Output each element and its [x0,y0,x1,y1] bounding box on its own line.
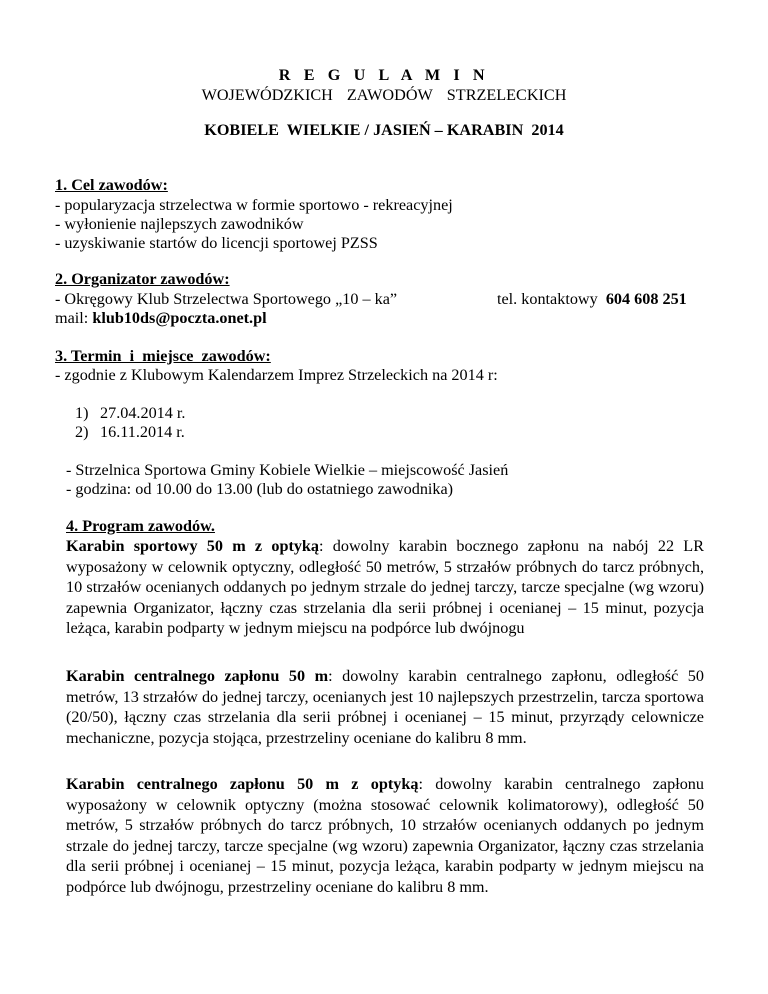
section-2-heading: 2. Organizator zawodów: [55,270,230,288]
venue-text: - Strzelnica Sportowa Gminy Kobiele Wielkie – miejscowość Jasień [66,461,509,479]
program-paragraph-2 [66,666,704,748]
section-1-heading: 1. Cel zawodów: [55,176,168,194]
discipline-description: : dowolny karabin centralnego zapłonu wyposażony w celownik optyczny (można stosować celownik kolimatorowy), odległość 50 metrów, 5 strzałów próbnych do tarcz próbnych, 10 strzałów ocenianych oddanych po jednym strzale do jednej tarczy, tarcze specjalne (wg wzoru) zapewnia Organizator, łączny czas strzelania dla serii próbnej i ocenianej – 15 minut, pozycja leżąca, karabin podparty w jednym miejscu na podpórce lub dwójnogu, przestrzeliny oceniane do kalibru 8 mm. [66,775,704,896]
subtitle-word-3: STRZELECKICH [446,86,567,104]
section-4-heading: 4. Program zawodów. [66,517,215,535]
date-number: 1) [75,404,89,422]
date-item [75,404,185,423]
subtitle-word-2: ZAWODÓW [346,86,433,104]
section-1-item: - wyłonienie najlepszych zawodników [55,215,304,233]
phone-contact [497,290,687,309]
discipline-description: : dowolny karabin centralnego zapłonu, odległość 50 metrów, 13 strzałów do jednej tarczy, ocenianych jest 10 najlepszych przestrzelin, tarcza sportowa (20/50), łączny czas strzelania dla serii próbnej i ocenianej – 15 minut, przyrządy celownicze mechaniczne, pozycja stojąca, przestrzeliny oceniane do kalibru 8 mm. [66,667,704,747]
date-number: 2) [75,423,89,441]
document-title: R E G U L A M I N [278,66,490,84]
email-label: mail: [55,309,89,327]
email-address: klub10ds@poczta.onet.pl [92,309,267,327]
date-value: 16.11.2014 r. [100,423,185,441]
section-3-intro: - zgodnie z Klubowym Kalendarzem Imprez Strzeleckich na 2014 r: [55,366,498,384]
hours-text: - godzina: od 10.00 do 13.00 (lub do ostatniego zawodnika) [66,480,454,498]
section-1-item: - popularyzacja strzelectwa w formie sportowo - rekreacyjnej [55,196,453,214]
event-title: KOBIELE WIELKIE / JASIEŃ – KARABIN 2014 [204,121,564,139]
date-item [75,423,185,442]
organizer-name: - Okręgowy Klub Strzelectwa Sportowego „10 – ka” [55,290,398,308]
program-paragraph-1 [66,536,704,639]
section-1-item: - uzyskiwanie startów do licencji sportowej PZSS [55,234,378,252]
section-3-heading: 3. Termin i miejsce zawodów: [55,347,271,365]
document-subtitle [0,86,768,105]
discipline-title: Karabin centralnego zapłonu 50 m z optyką [66,775,419,793]
date-value: 27.04.2014 r. [100,404,186,422]
email-contact [55,309,267,328]
program-paragraph-3 [66,774,704,898]
subtitle-word-1: WOJEWÓDZKICH [201,86,333,104]
discipline-description: : dowolny karabin bocznego zapłonu na nabój 22 LR wyposażony w celownik optyczny, odległość 50 metrów, 5 strzałów próbnych do tarcz próbnych, 10 strzałów ocenianych oddanych po jednym strzale do jednej tarczy, tarcze specjalne (wg wzoru) zapewnia Organizator, łączny czas strzelania dla serii próbnej i ocenianej – 15 minut, pozycja leżąca, karabin podparty w jednym miejscu na podpórce lub dwójnogu [66,537,704,638]
discipline-title: Karabin sportowy 50 m z optyką [66,537,320,555]
phone-number: 604 608 251 [605,290,687,308]
phone-label: tel. kontaktowy [497,290,598,308]
discipline-title: Karabin centralnego zapłonu 50 m [66,667,329,685]
